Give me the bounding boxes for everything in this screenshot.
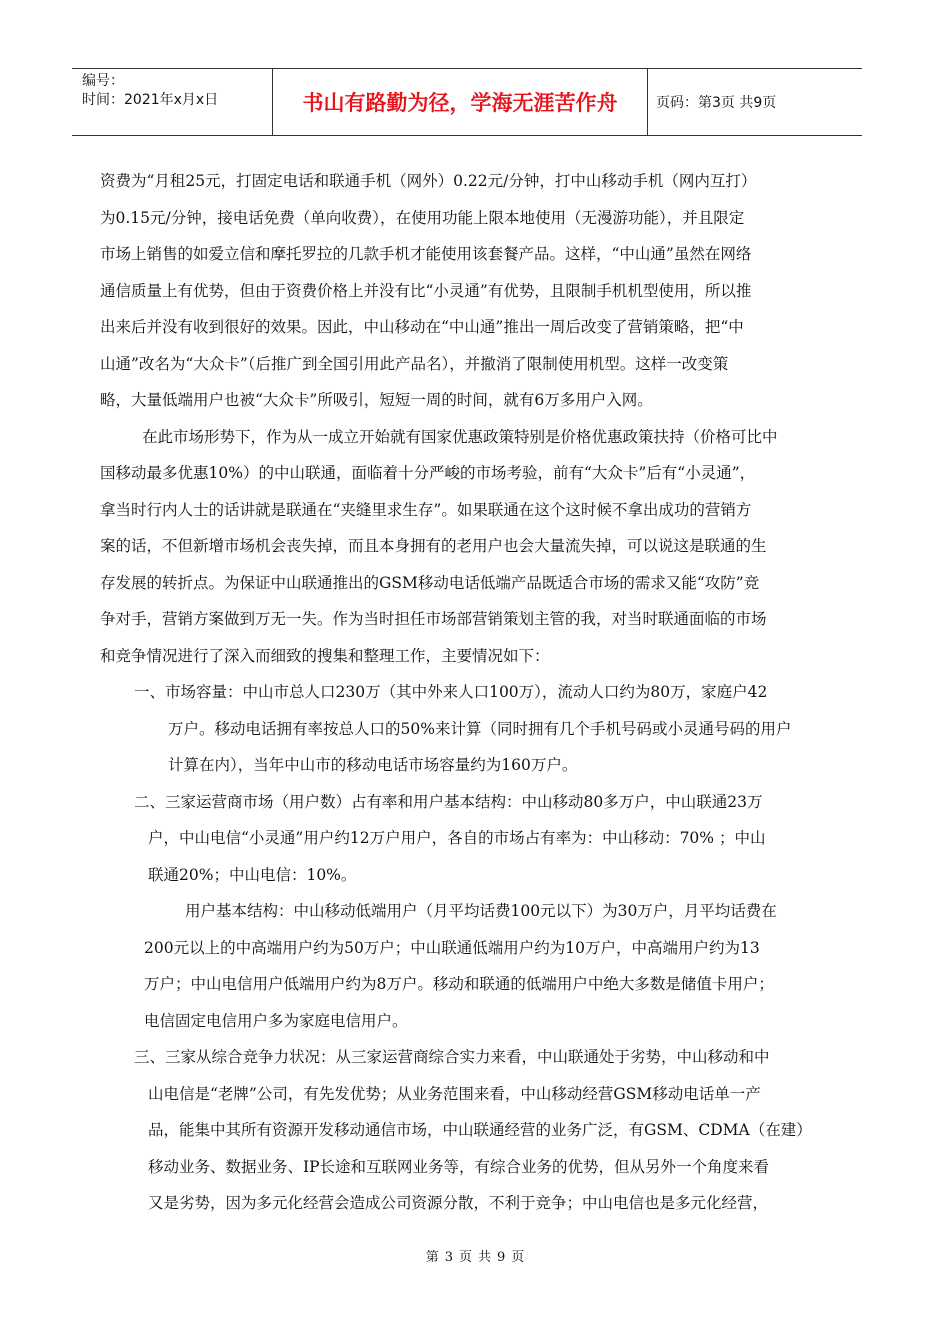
body-line: 国移动最多优惠10%）的中山联通，面临着十分严峻的市场考验，前有“大众卡”后有“小灵通”， [100, 464, 756, 482]
body-line: 和竞争情况进行了深入而细致的搜集和整理工作，主要情况如下： [100, 646, 550, 665]
body-line: 又是劣势，因为多元化经营会造成公司资源分散，不利于竞争；中山电信也是多元化经营， [148, 1194, 769, 1212]
footer-di: 第 [425, 1250, 439, 1265]
page-header [72, 68, 862, 136]
list-item-heading: 一、市场容量：中山市总人口230万（其中外来人口100万），流动人口约为80万，家庭户42 [134, 683, 768, 701]
list-item-heading: 二、三家运营商市场（用户数）占有率和用户基本结构：中山移动80多万户，中山联通23万 [134, 792, 763, 811]
body-line: 出来后并没有收到很好的效果。因此，中山移动在“中山通”推出一周后改变了营销策略，把“中 [100, 318, 744, 336]
body-line: 略，大量低端用户也被“大众卡”所吸引，短短一周的时间，就有6万多用户入网。 [100, 391, 653, 409]
number-label: 编号： [82, 73, 124, 89]
header-meta [72, 69, 273, 135]
body-line: 存发展的转折点。为保证中山联通推出的GSM移动电话低端产品既适合市场的需求又能“攻防”竞 [100, 573, 760, 592]
body-line: 案的话，不但新增市场机会丧失掉，而且本身拥有的老用户也会大量流失掉，可以说这是联通的生 [100, 537, 767, 555]
document-body [100, 163, 835, 1222]
body-line: 在此市场形势下，作为从一成立开始就有国家优惠政策特别是价格优惠政策扶持（价格可比中 [142, 427, 778, 446]
footer-page-number: 3 [444, 1250, 453, 1265]
body-line: 计算在内），当年中山市的移动电话市场容量约为160万户。 [168, 756, 578, 774]
body-line: 争对手，营销方案做到万无一失。作为当时担任市场部营销策划主管的我，对当时联通面临的市场 [100, 610, 767, 628]
body-line: 拿当时行内人士的话讲就是联通在“夹缝里求生存”。如果联通在这个这时候不拿出成功的营销方 [100, 500, 752, 519]
body-line: 200元以上的中高端用户约为50万户；中山联通低端用户约为10万户，中高端用户约为13 [144, 938, 760, 957]
body-line: 为0.15元/分钟，接电话免费（单向收费），在使用功能上限本地使用（无漫游功能），并且限定 [100, 208, 745, 227]
footer-total-pages: 9 [497, 1250, 506, 1265]
body-line: 通信质量上有优势，但由于资费价格上并没有比“小灵通”有优势，且限制手机机型使用，所以推 [100, 281, 752, 300]
header-motto: 书山有路勤为径，学海无涯苦作舟 [273, 69, 648, 135]
list-item-heading: 三、三家从综合竞争力状况：从三家运营商综合实力来看，中山联通处于劣势，中山移动和中 [134, 1048, 770, 1066]
footer-gong: 共 [478, 1250, 492, 1265]
header-page-label: 页码：第3页 共9页 [656, 95, 777, 111]
body-line: 资费为“月租25元，打固定电话和联通手机（网外）0.22元/分钟，打中山移动手机（网内互打） [100, 172, 757, 190]
body-line: 品，能集中其所有资源开发移动通信市场，中山联通经营的业务广泛，有GSM、CDMA（在建） [148, 1121, 812, 1139]
body-line: 山通”改名为“大众卡”（后推广到全国引用此产品名），并撤消了限制使用机型。这样一改变策 [100, 354, 729, 373]
time-label: 时间：2021年x月x日 [82, 92, 219, 108]
page-footer [0, 1246, 950, 1265]
body-line: 户，中山电信“小灵通”用户约12万户用户，各自的市场占有率为：中山移动：70% ；中山 [148, 829, 766, 847]
footer-ye: 页 [458, 1250, 472, 1265]
body-line: 山电信是“老牌”公司，有先发优势；从业务范围来看，中山移动经营GSM移动电话单一产 [148, 1084, 761, 1103]
body-line: 万户；中山电信用户低端用户约为8万户。移动和联通的低端用户中绝大多数是储值卡用户； [144, 975, 774, 993]
body-line: 电信固定电信用户多为家庭电信用户。 [144, 1011, 408, 1030]
body-line: 联通20%；中山电信：10%。 [148, 865, 357, 884]
footer-ye2: 页 [511, 1250, 525, 1265]
body-line: 用户基本结构：中山移动低端用户（月平均话费100元以下）为30万户，月平均话费在 [185, 902, 777, 920]
body-line: 移动业务、数据业务、IP长途和互联网业务等，有综合业务的优势，但从另外一个角度来看 [148, 1157, 770, 1176]
body-line: 市场上销售的如爱立信和摩托罗拉的几款手机才能使用该套餐产品。这样，“中山通”虽然在网络 [100, 245, 752, 263]
body-line: 万户。移动电话拥有率按总人口的50%来计算（同时拥有几个手机号码或小灵通号码的用户 [168, 719, 792, 738]
